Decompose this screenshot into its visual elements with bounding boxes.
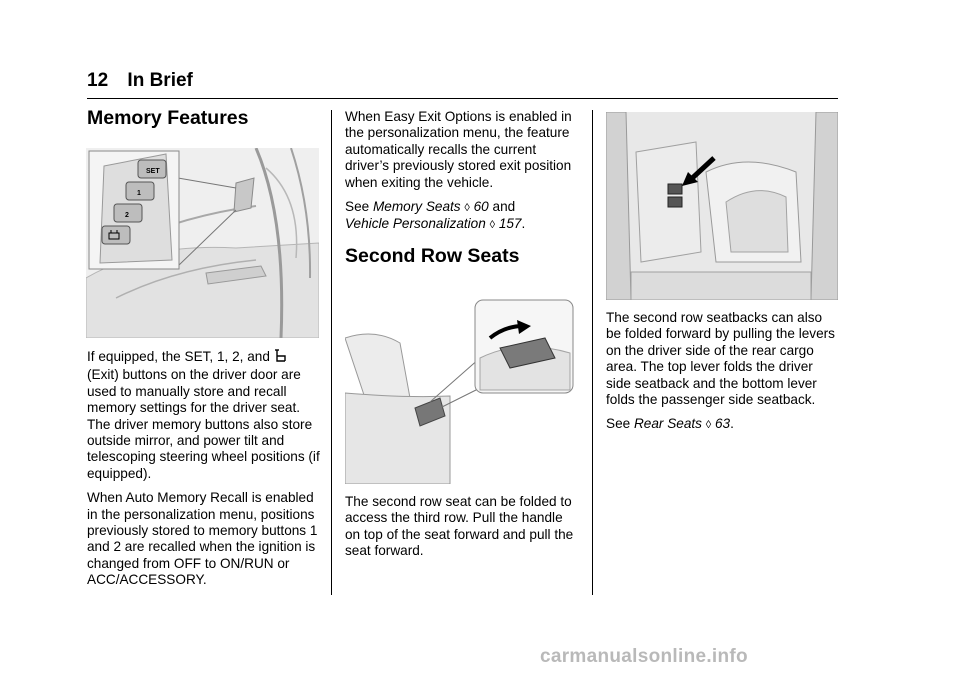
column-easy-exit	[345, 109, 581, 267]
header-rule	[87, 98, 838, 99]
page-number: 12	[87, 70, 109, 91]
second-row-seats-paragraph: The second row seat can be folded to access the third row. Pull the handle on top of the seat forward and pull the seat forward.	[345, 494, 574, 559]
exit-seat-icon	[274, 349, 287, 367]
column-divider-left	[331, 110, 332, 595]
see-also-memory: See Memory Seats ◊ 60 and Vehicle Personalization ◊ 157.	[345, 199, 526, 232]
page-ref-arrow-icon: ◊	[464, 202, 470, 215]
cargo-area-levers-illustration	[606, 112, 838, 300]
rear-seatbacks-paragraph: The second row seatbacks can also be folded forward by pulling the levers on the driver side of the rear cargo area. The top lever folds the driver side seatback and the bottom lever folds the passenger side seatback.	[606, 310, 835, 408]
page-ref-arrow-icon: ◊	[705, 419, 712, 432]
set-button-label: SET	[146, 168, 160, 175]
rear-seats-page[interactable]: 63	[714, 416, 731, 432]
memory-2-button-label: 2	[125, 212, 129, 219]
vehicle-personalization-page[interactable]: 157	[498, 216, 522, 232]
column-memory-features	[87, 107, 322, 129]
page-header	[87, 70, 193, 92]
rear-seats-link[interactable]: Rear Seats	[633, 416, 702, 432]
second-row-seat-illustration	[345, 298, 575, 484]
section-title: In Brief	[127, 70, 193, 91]
memory-features-paragraph-2: When Auto Memory Recall is enabled in the personalization menu, positions previously stored to memory buttons 1 and 2 are recalled when the ignition is changed from OFF to ON/RUN or ACC/ACCESSORY.	[87, 490, 318, 588]
second-row-seats-body	[345, 494, 581, 568]
easy-exit-paragraph: When Easy Exit Options is enabled in the personalization menu, the feature automatically recalls the current driver’s previously stored exit position when exiting the vehicle.	[345, 109, 572, 190]
column-divider-right	[592, 110, 593, 595]
memory-seats-link[interactable]: Memory Seats	[372, 199, 461, 215]
door-memory-buttons-illustration	[86, 148, 319, 338]
column-rear-seatbacks	[606, 310, 838, 442]
page-ref-arrow-icon: ◊	[489, 219, 496, 232]
watermark: carmanualsonline.info	[540, 646, 748, 667]
see-also-rear-seats: See Rear Seats ◊ 63.	[606, 416, 734, 432]
second-row-seats-heading: Second Row Seats	[345, 244, 520, 267]
memory-seats-page[interactable]: 60	[473, 199, 489, 215]
memory-features-body	[87, 349, 322, 597]
memory-features-paragraph-1: If equipped, the SET, 1, 2, and (Exit) buttons on the driver door are used to manually store and recall memory settings for the driver seat. The driver memory buttons also store outside mirror, and power tilt and telescoping steering wheel positions (if equipped).	[87, 349, 320, 481]
memory-1-button-label: 1	[137, 190, 141, 197]
memory-features-heading: Memory Features	[87, 107, 249, 129]
vehicle-personalization-link[interactable]: Vehicle Personalization	[345, 216, 486, 232]
